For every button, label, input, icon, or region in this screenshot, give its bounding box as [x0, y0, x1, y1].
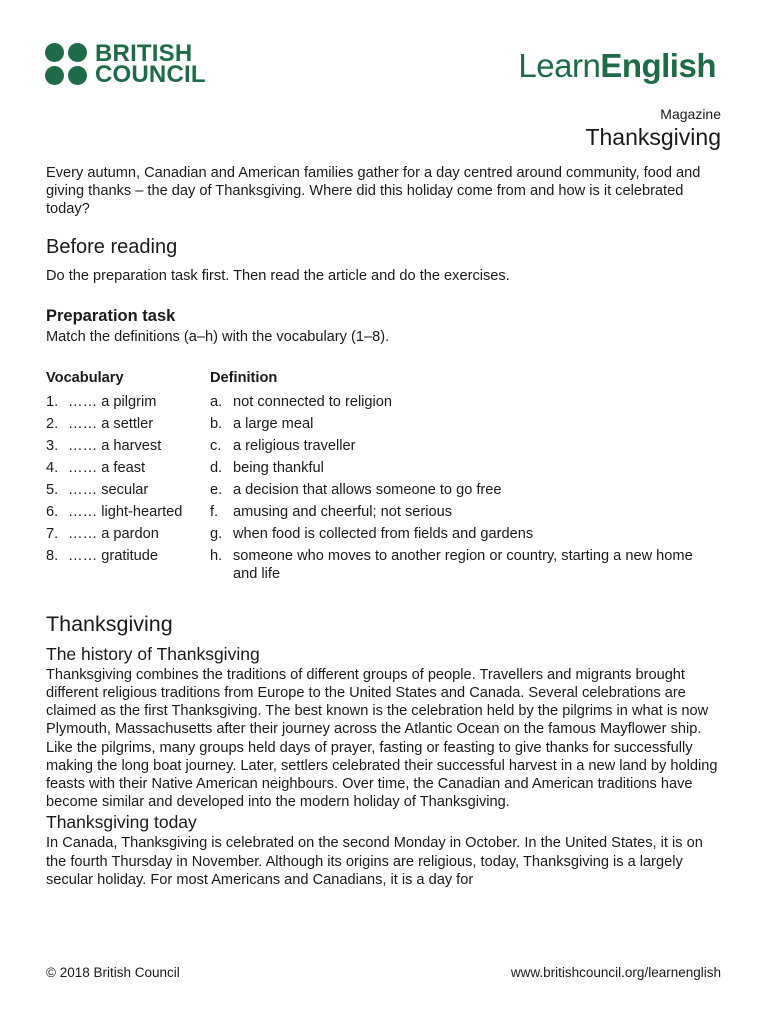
vocabulary-row — [46, 481, 726, 499]
section-label: Magazine — [660, 106, 721, 122]
vocabulary-table-header — [46, 369, 726, 387]
preparation-heading: Preparation task — [46, 306, 176, 325]
before-reading-text: Do the preparation task first. Then read the article and do the exercises. — [46, 267, 510, 284]
definition-text: a large meal — [233, 415, 314, 432]
definition-column-header: Definition — [210, 369, 278, 386]
vocabulary-row — [46, 525, 726, 543]
before-reading-heading: Before reading — [46, 235, 178, 258]
row-number: 7. — [46, 525, 59, 542]
main-content — [46, 164, 726, 889]
page-title: Thanksgiving — [585, 124, 721, 150]
row-number: 4. — [46, 459, 59, 476]
british-council-line1: BRITISH — [95, 40, 193, 67]
today-paragraph: In Canada, Thanksgiving is celebrated on the second Monday in October. In the United States, it is on the fourth Thursday in November. Although its origins are religious, today, Thanksgiving is a largely secular holiday. For most Americans and Canadians, it is a day for — [46, 835, 703, 888]
footer-url: www.britishcouncil.org/learnenglish — [510, 965, 721, 980]
history-paragraph: Thanksgiving combines the traditions of different groups of people. Travellers and migrants brought different religious traditions from Europe to the United States and Canada. Several celebrations are claimed as the first Thanksgiving. The best known is the celebration held by the pilgrims in what is now Plymouth, Massachusetts after their journey across the Atlantic Ocean on the famous Mayflower ship. Like the pilgrims, many groups held days of prayer, fasting or feasting to give thanks for successfully making the long boat journey. Later, settlers celebrated their successful harvest in a new land by holding feasts with their Native American neighbours. Over time, the Canadian and American traditions have become similar and developed into the modern holiday of Thanksgiving. — [46, 666, 718, 811]
definition-text: amusing and cheerful; not serious — [233, 503, 453, 520]
definition-text: being thankful — [233, 459, 324, 476]
british-council-dots-icon — [45, 43, 87, 85]
definition-letter: e. — [210, 481, 223, 498]
british-council-line2: COUNCIL — [95, 61, 206, 88]
vocabulary-word: …… a feast — [68, 459, 146, 476]
row-number: 3. — [46, 437, 59, 454]
vocabulary-word: …… a settler — [68, 415, 154, 432]
row-number: 8. — [46, 547, 59, 564]
definition-letter: a. — [210, 393, 223, 410]
vocabulary-row — [46, 503, 726, 521]
row-number: 1. — [46, 393, 59, 410]
vocabulary-row — [46, 415, 726, 433]
row-number: 2. — [46, 415, 59, 432]
row-number: 5. — [46, 481, 59, 498]
learnenglish-logo-bold: English — [600, 47, 716, 84]
definition-text: when food is collected from fields and gardens — [233, 525, 534, 542]
vocabulary-row — [46, 547, 726, 583]
definition-letter: g. — [210, 525, 223, 542]
british-council-logo — [45, 40, 206, 88]
vocabulary-word: …… a harvest — [68, 437, 162, 454]
vocabulary-row — [46, 393, 726, 411]
definition-letter: b. — [210, 415, 223, 432]
vocabulary-word: …… a pardon — [68, 525, 159, 542]
intro-paragraph: Every autumn, Canadian and American families gather for a day centred around community, food and giving thanks – the day of Thanksgiving. Where did this holiday come from and how is it celebrated today? — [46, 165, 701, 218]
definition-text: a religious traveller — [233, 437, 356, 454]
preparation-instruction: Match the definitions (a–h) with the vocabulary (1–8). — [46, 328, 390, 345]
definition-letter: f. — [210, 503, 219, 520]
definition-text: a decision that allows someone to go free — [233, 481, 502, 498]
footer-copyright: © 2018 British Council — [46, 965, 180, 980]
vocabulary-table — [46, 369, 726, 583]
today-heading: Thanksgiving today — [46, 812, 197, 833]
article-title: Thanksgiving — [46, 611, 173, 636]
definition-letter: d. — [210, 459, 223, 476]
vocabulary-column-header: Vocabulary — [46, 369, 124, 386]
definition-text: someone who moves to another region or country, starting a new home and life — [233, 547, 693, 582]
learnenglish-logo-light: Learn — [518, 47, 601, 84]
history-heading: The history of Thanksgiving — [46, 643, 260, 664]
vocabulary-row — [46, 459, 726, 477]
vocabulary-word: …… light-hearted — [68, 503, 183, 520]
definition-letter: h. — [210, 547, 223, 564]
vocabulary-word: …… a pilgrim — [68, 393, 157, 410]
definition-text: not connected to religion — [233, 393, 393, 410]
row-number: 6. — [46, 503, 59, 520]
vocabulary-row — [46, 437, 726, 455]
vocabulary-word: …… gratitude — [68, 547, 159, 564]
british-council-wordmark — [95, 40, 206, 88]
learnenglish-logo — [518, 47, 716, 85]
vocabulary-word: …… secular — [68, 481, 149, 498]
definition-letter: c. — [210, 437, 222, 454]
